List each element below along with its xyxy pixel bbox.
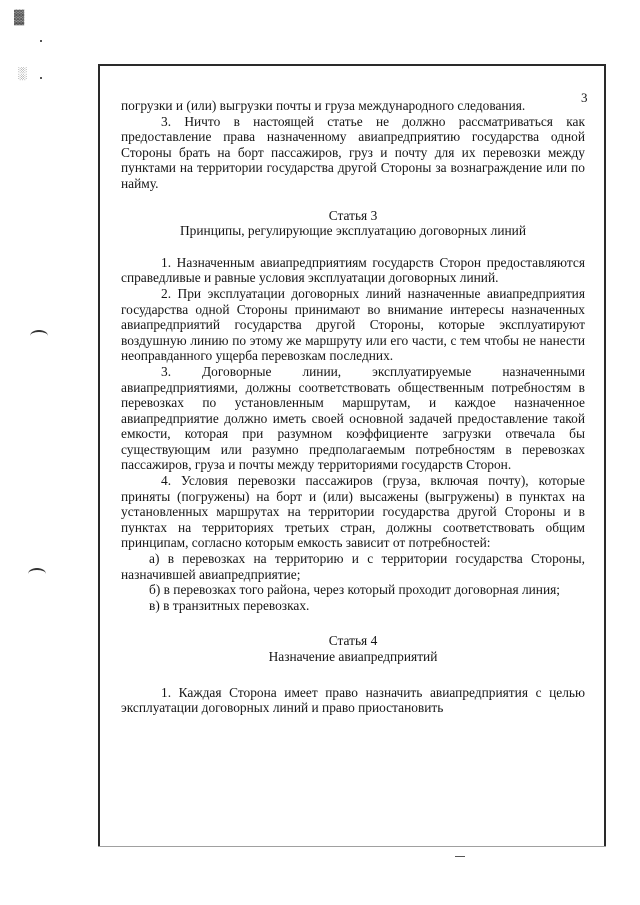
scan-artifact-icon: ▓	[14, 10, 24, 25]
spacer	[121, 613, 585, 633]
paragraph: а) в перевозках на территорию и с территории государства Стороны, назначившей авиапредприятие;	[121, 551, 585, 582]
section-heading: Назначение авиапредприятий	[268, 649, 438, 664]
paragraph: 4. Условия перевозки пассажиров (груза, включая почту), которые приняты (погружены) на борт и (или) высажены (выгружены) в пунктах на установленных маршрутах на территории государства другой Стороны и в пунктах на территориях третьих стран, должны соответствовать общим принципам, согласно которым емкость зависит от потребностей:	[121, 473, 585, 551]
paragraph: в) в транзитных перевозках.	[149, 597, 310, 613]
margin-arc-mark	[30, 330, 48, 342]
scan-speck	[40, 40, 42, 42]
paragraph: погрузки и (или) выгрузки почты и груза международного следования.	[121, 98, 526, 113]
margin-arc-mark	[28, 568, 46, 580]
document-body	[121, 98, 585, 716]
paragraph: 2. При эксплуатации договорных линий назначенные авиапредприятия государства одной Стороны принимают во внимание интересы назначенных авиапредприятий государства другой Стороны, которые эксплуатируют воздушную линию по этому же маршруту или его части, с тем чтобы не нанести неоправданного ущерба перевозкам последних.	[121, 285, 585, 364]
paragraph: б) в перевозках того района, через который проходит договорная линия;	[149, 582, 561, 598]
scan-speck	[455, 856, 465, 857]
section-heading: Статья 3	[328, 207, 378, 223]
paragraph: 3. Договорные линии, эксплуатируемые назначенными авиапредприятиями, должны соответствовать общественным потребностям в перевозках по установленным маршрутам, и каждое назначенное авиапредприятие должно иметь своей основной задачей предоставление такой емкости, которая при разумном коэффициенте загрузки отвечала бы существующим или разумно предполагаемым потребностям в перевозках пассажиров, груза и почты между территориями государств Сторон.	[121, 363, 585, 473]
spacer	[121, 239, 585, 255]
paragraph: 1. Каждая Сторона имеет право назначить авиапредприятия с целью эксплуатации договорных линий и право приостановить	[121, 684, 585, 716]
spacer	[121, 665, 585, 685]
section-heading: Статья 4	[328, 633, 378, 649]
paragraph: 1. Назначенным авиапредприятиям государств Сторон предоставляются справедливые и равные условия эксплуатации договорных линий.	[121, 254, 585, 286]
spacer	[121, 192, 585, 208]
page-border-bottom	[98, 846, 606, 847]
scan-speck	[40, 77, 42, 79]
section-heading: Принципы, регулирующие эксплуатацию договорных линий	[180, 223, 526, 239]
page-number: 3	[581, 90, 588, 105]
scan-artifact-icon: ░	[18, 66, 26, 80]
paragraph: 3. Ничто в настоящей статье не должно рассматриваться как предоставление права назначенному авиапредприятию государства одной Стороны брать на борт пассажиров, груз и почту для их перевозки между пунктами на территории государства другой Стороны за вознаграждение или по найму.	[121, 113, 585, 191]
